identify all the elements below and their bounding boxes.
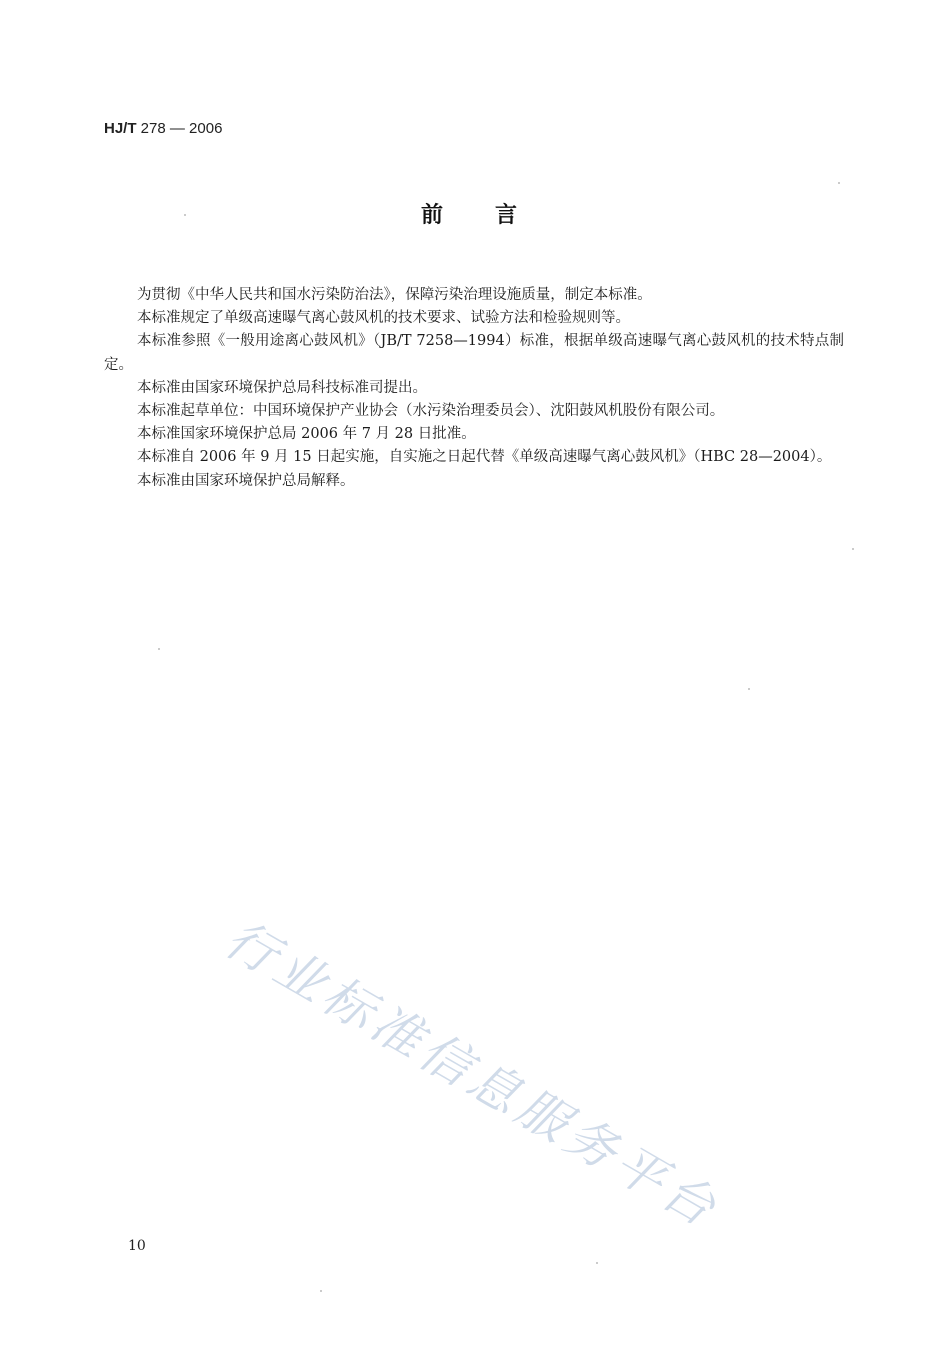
paragraph: 本标准由国家环境保护总局科技标准司提出。 — [137, 379, 427, 396]
paragraph: 本标准参照《一般用途离心鼓风机》（JB/T 7258—1994）标准，根据单级高速曝气离心鼓风机的技术特点制定。 — [104, 333, 844, 373]
page-number: 10 — [128, 1238, 146, 1254]
scan-speck — [184, 214, 186, 216]
scan-speck — [158, 648, 160, 650]
document-code — [104, 120, 222, 137]
scan-speck — [596, 1262, 598, 1264]
document-code-prefix: HJ/T — [104, 120, 137, 137]
paragraph: 本标准国家环境保护总局 2006 年 7 月 28 日批准。 — [137, 426, 476, 443]
paragraph: 本标准起草单位：中国环境保护产业协会（水污染治理委员会）、沈阳鼓风机股份有限公司。 — [137, 403, 725, 420]
paragraph: 本标准规定了单级高速曝气离心鼓风机的技术要求、试验方法和检验规则等。 — [137, 310, 630, 327]
scan-speck — [838, 182, 840, 184]
scan-speck — [852, 548, 854, 550]
paragraph: 本标准由国家环境保护总局解释。 — [137, 472, 355, 489]
page-title: 前言 — [420, 203, 569, 228]
paragraph: 本标准自 2006 年 9 月 15 日起实施，自实施之日起代替《单级高速曝气离心鼓风机》（HBC 28—2004）。 — [137, 449, 832, 466]
scan-speck — [320, 1290, 322, 1292]
scan-speck — [748, 688, 750, 690]
foreword-body — [104, 284, 844, 493]
watermark: 行业标准信息服务平台 — [215, 909, 730, 1240]
document-code-number: 278 — 2006 — [136, 120, 223, 137]
paragraph: 为贯彻《中华人民共和国水污染防治法》，保障污染治理设施质量，制定本标准。 — [137, 287, 652, 303]
